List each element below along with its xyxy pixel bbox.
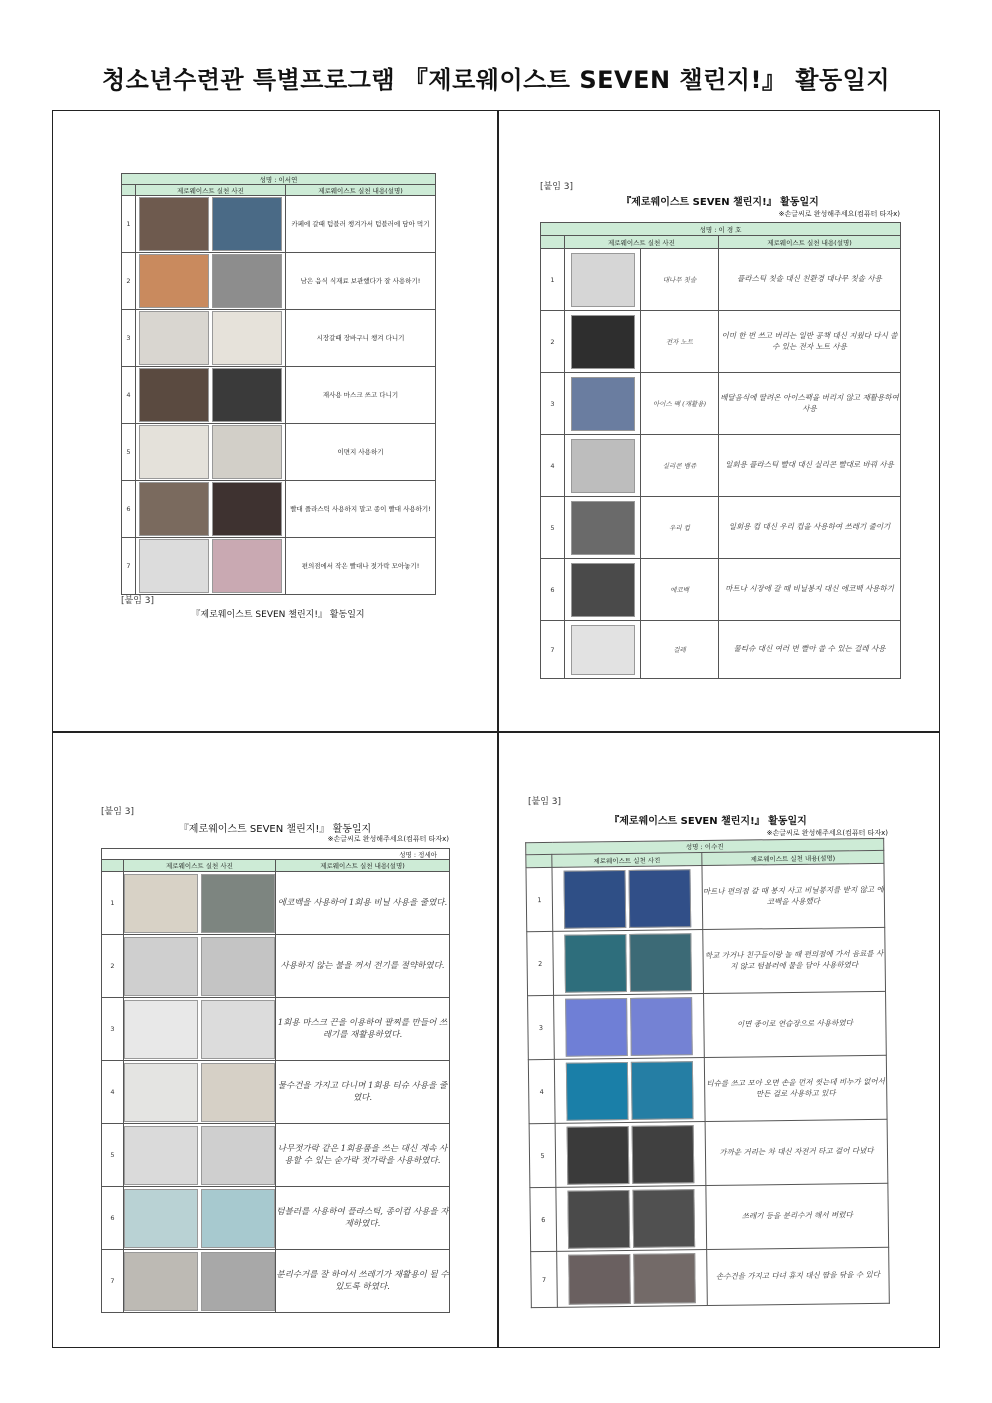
photo-cell [136,481,286,538]
log-table-1 [121,173,436,595]
row-description: 일회용 컵 대신 우리 컵을 사용하여 쓰레기 줄이기 [719,497,901,559]
photo [571,501,635,555]
photo-cell [565,249,641,311]
row-description: 마트나 시장에 갈 때 비닐봉지 대신 에코백 사용하기 [719,559,901,621]
photo-cell [124,1061,276,1124]
row-number: 6 [541,559,565,621]
row-description: 재사용 마스크 쓰고 다니기 [286,367,436,424]
row-number: 6 [102,1187,124,1250]
panel-bottom-left [53,732,497,1348]
item-label: 에코백 [641,559,719,621]
row-description: 편의점에서 작은 빨대나 젓가락 모아놓기! [286,538,436,595]
photo-cell [552,866,703,932]
col-desc-header: 제로웨이스트 실천 내용(설명) [702,850,884,865]
photo-cell [565,621,641,679]
item-label: 아이스 팩 (재활용) [641,373,719,435]
photo-cell [124,1250,276,1313]
participant-name: 성명 : 이서연 [122,174,436,185]
row-number: 2 [527,931,554,995]
photo-cell [136,196,286,253]
photo-cell [553,930,704,996]
item-label: 우리 컵 [641,497,719,559]
form-title: 『제로웨이스트 SEVEN 챌린지!』 활동일지 [178,824,372,835]
photo [139,482,209,536]
photo [571,315,635,369]
row-description: 이면지 사용하기 [286,424,436,481]
page-title: 청소년수련관 특별프로그램 『제로웨이스트 SEVEN 챌린지!』 활동일지 [101,66,891,94]
photo-cell [124,1124,276,1187]
photo [568,1253,631,1304]
row-number: 4 [541,435,565,497]
row-number: 5 [541,497,565,559]
row-description: 이미 한 번 쓰고 버리는 일반 공책 대신 지웠다 다시 쓸 수 있는 전자 노트 사용 [719,311,901,373]
log-table-3 [101,848,450,1313]
row-number: 4 [122,367,136,424]
row-description: 나무젓가락 같은 1회용품을 쓰는 대신 계속 사용할 수 있는 숟가락 젓가락을 사용하였다. [276,1124,450,1187]
form-note: ※손글씨로 완성해주세요(컴퓨터 타자x) [327,835,449,843]
photo [571,439,635,493]
row-number: 7 [531,1251,558,1307]
photo-cell [554,1058,705,1124]
row-number: 4 [102,1061,124,1124]
row-number: 2 [541,311,565,373]
photo [633,1253,696,1304]
photo-cell [124,998,276,1061]
row-description: 가까운 거리는 차 대신 자전거 타고 걸어 다녔다 [705,1119,888,1185]
row-number: 4 [528,1059,555,1123]
row-description: 남은 음식 식재료 보관했다가 잘 사용하기! [286,253,436,310]
row-number: 1 [541,249,565,311]
row-description: 텀블러를 사용하여 플라스틱, 종이컵 사용을 자제하였다. [276,1187,450,1250]
photo-cell [556,1186,707,1252]
row-description: 학교 가거나 친구들이랑 놀 때 편의점에 가서 음료를 사지 않고 텀블러에 물을 담아 사용하였다 [703,927,886,993]
row-number: 5 [529,1123,556,1187]
row-description: 사용하지 않는 불을 꺼서 전기를 절약하였다. [276,935,450,998]
row-description: 이면 종이로 연습장으로 사용하였다 [704,991,887,1057]
col-photo-header: 제로웨이스트 실천 사진 [552,853,702,868]
item-label: 대나무 칫솔 [641,249,719,311]
attach-label: [붙임 3] [101,807,134,817]
photo [564,933,627,992]
row-description: 에코백을 사용하여 1회용 비닐 사용을 줄였다. [276,872,450,935]
row-number: 7 [122,538,136,595]
photo [632,1189,695,1248]
row-description: 손수건을 가지고 다녀 휴지 대신 땀을 닦을 수 있다 [707,1247,890,1305]
row-number: 1 [102,872,124,935]
row-number: 3 [541,373,565,435]
form-note: ※손글씨로 완성해주세요(컴퓨터 타자x) [778,210,900,218]
photo [631,1061,694,1120]
row-number: 1 [122,196,136,253]
photo-cell [136,424,286,481]
panel-top-right [498,111,941,731]
photo [571,563,635,617]
photo [139,425,209,479]
photo-cell [554,994,705,1060]
photo-cell [136,310,286,367]
photo-cell [124,872,276,935]
participant-name: 성명 : 이 경 호 [541,223,901,236]
row-description: 시장갈때 장바구니 챙겨 다니기 [286,310,436,367]
log-table-2 [540,222,901,679]
col-photo-header: 제로웨이스트 실천 사진 [565,236,719,249]
photo [124,1126,198,1185]
item-label: 실리콘 뱀쥬 [641,435,719,497]
photo [139,254,209,308]
row-description: 쓰레기 등을 분리수거 해서 버렸다 [706,1183,889,1249]
attach-label: [붙임 3] [540,182,573,192]
photo [139,368,209,422]
photo-cell [136,538,286,595]
row-description: 분리수거를 잘 하여서 쓰레기가 재활용이 될 수 있도록 하였다. [276,1250,450,1313]
photo [629,933,692,992]
photo [212,539,282,593]
photo-cell [557,1250,708,1308]
row-description: 1회용 마스크 끈을 이용하여 팔찌를 만들어 쓰레기를 재활용하였다. [276,998,450,1061]
panel-top-left [53,111,497,731]
photo [212,254,282,308]
photo [571,625,635,675]
photo [139,311,209,365]
photo [201,1000,275,1059]
participant-name: 성명 : 이수진 [526,838,884,854]
col-desc-header: 제로웨이스트 실천 내용(설명) [286,185,436,196]
photo [201,874,275,933]
photo [201,937,275,996]
row-number: 3 [102,998,124,1061]
photo-cell [565,373,641,435]
form-title: 『제로웨이스트 SEVEN 챌린지!』 활동일지 [191,610,365,620]
row-description: 빨대 플라스틱 사용하지 말고 종이 빨대 사용하기! [286,481,436,538]
row-number: 1 [526,867,553,931]
photo [124,1063,198,1122]
photo [124,937,198,996]
row-number: 6 [122,481,136,538]
row-number: 2 [102,935,124,998]
photo [566,1061,629,1120]
col-desc-header: 제로웨이스트 실천 내용(설명) [719,236,901,249]
row-description: 물티슈 대신 여러 번 빨아 쓸 수 있는 걸레 사용 [719,621,901,679]
photo [630,997,693,1056]
photo [571,377,635,431]
row-number: 5 [122,424,136,481]
col-photo-header: 제로웨이스트 실천 사진 [136,185,286,196]
participant-name: 성명 : 정세아 [102,849,450,860]
col-desc-header: 제로웨이스트 실천 내용(설명) [276,860,450,872]
row-description: 일회용 플라스틱 빨대 대신 실리콘 빨대로 바꿔 사용 [719,435,901,497]
row-number: 2 [122,253,136,310]
log-table-4 [525,838,890,1308]
photo [201,1189,275,1248]
photo [201,1126,275,1185]
photo-cell [124,1187,276,1250]
photo [124,1189,198,1248]
activity-grid [52,110,940,1348]
photo [571,253,635,307]
row-number: 5 [102,1124,124,1187]
photo [124,874,198,933]
photo [212,311,282,365]
item-label: 걸레 [641,621,719,679]
form-note: ※손글씨로 완성해주세요(컴퓨터 타자x) [766,829,888,837]
row-description: 티슈를 쓰고 모아 오면 손을 먼저 씻는데 비누가 없어서 만든 걸로 사용하고 있다 [704,1055,887,1121]
photo [201,1063,275,1122]
photo [139,197,209,251]
photo [567,1125,630,1184]
row-description: 카페에 갈때 텀블러 챙겨가서 텀블러에 담아 먹기 [286,196,436,253]
photo [212,197,282,251]
photo-cell [136,367,286,424]
row-description: 플라스틱 칫솔 대신 친환경 대나무 칫솔 사용 [719,249,901,311]
form-title: 『제로웨이스트 SEVEN 챌린지!』 활동일지 [621,197,819,208]
photo-cell [555,1122,706,1188]
photo-cell [124,935,276,998]
photo-cell [565,497,641,559]
photo [139,539,209,593]
photo [212,425,282,479]
photo [567,1189,630,1248]
photo [565,997,628,1056]
photo [124,1252,198,1311]
row-description: 물수건을 가지고 다니며 1회용 티슈 사용을 줄였다. [276,1061,450,1124]
attach-label: [붙임 3] [528,797,561,807]
row-number: 7 [541,621,565,679]
row-description: 배달음식에 딸려온 아이스팩을 버리지 않고 재활용하여 사용 [719,373,901,435]
row-number: 7 [102,1250,124,1313]
panel-bottom-right [498,732,941,1348]
photo-cell [136,253,286,310]
photo [632,1125,695,1184]
photo-cell [565,311,641,373]
photo [212,368,282,422]
row-number: 3 [528,995,555,1059]
photo [629,869,692,928]
row-number: 3 [122,310,136,367]
photo-cell [565,559,641,621]
attach-label: [붙임 3] [121,596,154,606]
photo [564,869,627,928]
photo [212,482,282,536]
item-label: 전자 노트 [641,311,719,373]
row-number: 6 [530,1187,557,1251]
row-description: 마트나 편의점 갈 때 봉지 사고 비닐봉지를 받지 않고 에코백을 사용했다 [702,863,885,929]
photo-cell [565,435,641,497]
form-title: 『제로웨이스트 SEVEN 챌린지!』 활동일지 [609,816,807,827]
photo [124,1000,198,1059]
photo [201,1252,275,1311]
col-photo-header: 제로웨이스트 실천 사진 [124,860,276,872]
